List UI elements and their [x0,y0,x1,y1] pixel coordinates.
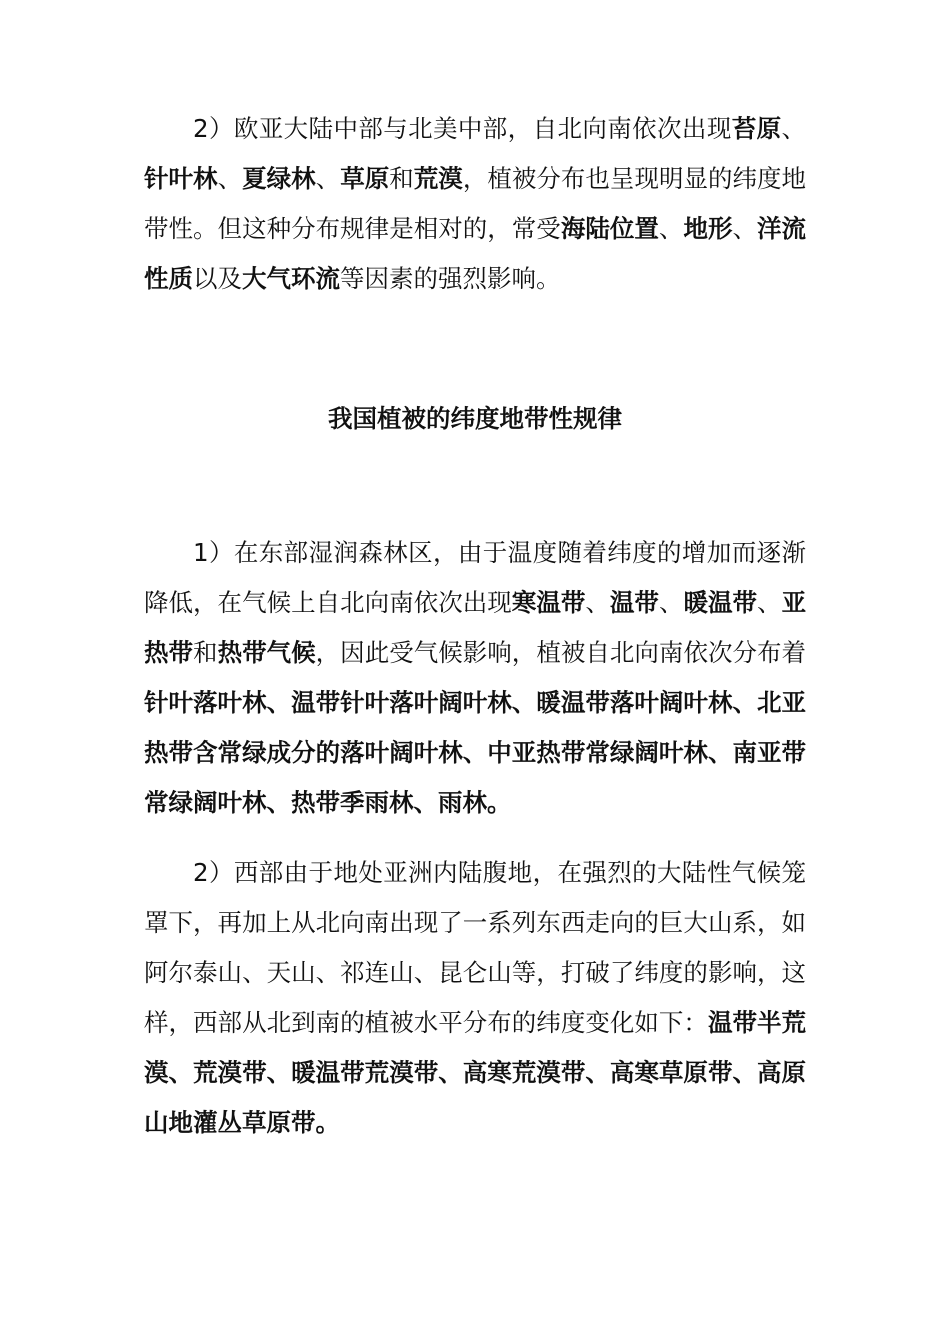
bold-term: 洋流性质 [144,214,807,293]
bold-term: 热带气候 [217,638,316,667]
bold-term: 草原 [340,164,390,193]
text-run: 、 [757,588,782,617]
text-run: 以及 [193,264,242,293]
bold-term: 亚热带 [144,588,807,667]
paragraph-eurasia-north-america [144,104,806,304]
bold-term: 海陆位置 [560,214,659,243]
section-heading: 我国植被的纬度地带性规律 [328,404,622,433]
bold-term: 苔原 [731,114,782,143]
text-run: ，因此受气候影响，植被自北向南依次分布着 [315,638,807,667]
text-run: 、 [658,214,684,243]
text-run: 1）在东部湿润森林区，由于温度随着纬度的增加而逐渐降低，在气候上自北向南依次出现 [144,538,806,617]
paragraph-western-region [144,848,806,1148]
text-run: 、 [658,588,684,617]
text-run: 等因素的强烈影响。 [340,264,561,293]
text-run: 和 [193,638,218,667]
paragraph-eastern-forest-zone [144,528,806,828]
bold-term: 大气环流 [242,264,340,293]
bold-term: 针叶落叶林、温带针叶落叶阔叶林、暖温带落叶阔叶林、北亚热带含常绿成分的落叶阔叶林、中亚热带常绿阔叶林、南亚带常绿阔叶林、热带季雨林、雨林。 [144,688,806,817]
text-run: 、 [781,114,807,143]
bold-term: 寒温带 [511,588,586,617]
text-run: 2）西部由于地处亚洲内陆腹地，在强烈的大陆性气候笼罩下，再加上从北向南出现了一系列东西走向的巨大山系，如阿尔泰山、天山、祁连山、昆仑山等，打破了纬度的影响，这样，西部从北到南的植被水平分布的纬度变化如下： [144,858,806,1037]
bold-term: 温带 [609,588,659,617]
bold-term: 夏绿林 [242,164,316,193]
text-run: 、 [315,164,341,193]
text-run: 、 [217,164,243,193]
text-run: 2）欧亚大陆中部与北美中部，自北向南依次出现 [193,114,732,143]
bold-term: 针叶林 [144,164,218,193]
bold-term: 荒漠 [413,164,463,193]
text-run: 和 [389,164,414,193]
text-run: 、 [585,588,610,617]
bold-term: 温带半荒漠、荒漠带、暖温带荒漠带、高寒荒漠带、高寒草原带、高原山地灌丛草原带。 [144,1008,807,1137]
text-run: 、 [732,214,758,243]
text-run: ，植被分布也呈现明显的纬度地带性。但这种分布规律是相对的，常受 [144,164,807,243]
bold-term: 暖温带 [683,588,758,617]
bold-term: 地形 [683,214,733,243]
